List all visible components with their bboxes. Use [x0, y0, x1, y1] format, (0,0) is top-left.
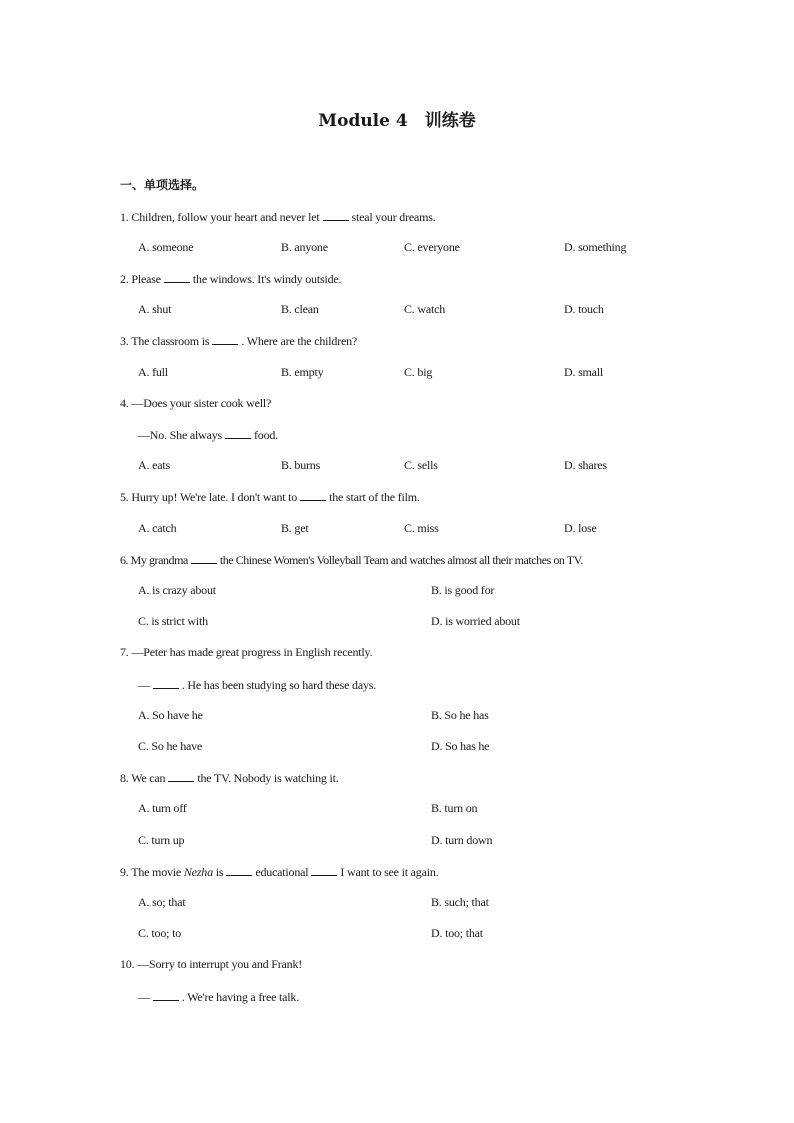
option-a: A. eats: [138, 458, 170, 472]
option-c: C. sells: [404, 458, 438, 472]
option-d: D. something: [564, 240, 627, 254]
option-c: C. watch: [404, 302, 446, 316]
question-3: 3. The classroom is . Where are the children?: [120, 334, 358, 348]
answer-blank: [226, 864, 252, 876]
question-4: 4. —Does your sister cook well?: [120, 396, 272, 410]
question-10: 10. —Sorry to interrupt you and Frank!: [120, 957, 303, 971]
answer-blank: [191, 552, 217, 564]
option-a: A. someone: [138, 240, 194, 254]
option-a: A. catch: [138, 521, 177, 535]
answer-blank: [311, 864, 337, 876]
option-d: D. shares: [564, 458, 607, 472]
question-4-reply: —No. She always food.: [138, 428, 278, 442]
question-9: 9. The movie Nezha is educational I want to see it again.: [120, 865, 439, 879]
option-b: B. get: [281, 521, 309, 535]
question-8: 8. We can the TV. Nobody is watching it.: [120, 771, 339, 785]
answer-blank: [153, 677, 179, 689]
option-a: A. full: [138, 365, 168, 379]
question-2: 2. Please the windows. It's windy outside.: [120, 272, 342, 286]
answer-blank: [153, 989, 179, 1001]
option-b: B. empty: [281, 365, 324, 379]
answer-blank: [164, 271, 190, 283]
option-a: A. So have he: [138, 708, 203, 722]
option-b: B. burns: [281, 458, 321, 472]
question-6: 6. My grandma the Chinese Women's Volleyball Team and watches almost all their matches on TV.: [120, 553, 583, 567]
question-5: 5. Hurry up! We're late. I don't want to the start of the film.: [120, 490, 420, 504]
option-d: D. So has he: [431, 739, 490, 753]
option-b: B. anyone: [281, 240, 328, 254]
option-a: A. turn off: [138, 801, 187, 815]
option-b: B. clean: [281, 302, 319, 316]
option-b: B. is good for: [431, 583, 495, 597]
answer-blank: [225, 427, 251, 439]
option-a: A. is crazy about: [138, 583, 216, 597]
option-d: D. small: [564, 365, 604, 379]
answer-blank: [300, 489, 326, 501]
option-d: D. turn down: [431, 833, 493, 847]
option-c: C. too; to: [138, 926, 182, 940]
option-d: D. touch: [564, 302, 604, 316]
option-d: D. is worried about: [431, 614, 520, 628]
option-a: A. so; that: [138, 895, 186, 909]
option-c: C. everyone: [404, 240, 460, 254]
option-c: C. miss: [404, 521, 439, 535]
option-b: B. such; that: [431, 895, 489, 909]
option-c: C. turn up: [138, 833, 185, 847]
question-7: 7. —Peter has made great progress in English recently.: [120, 645, 373, 659]
answer-blank: [323, 209, 349, 221]
answer-blank: [212, 333, 238, 345]
option-d: D. lose: [564, 521, 597, 535]
option-b: B. So he has: [431, 708, 489, 722]
section-heading: 一、单项选择。: [120, 178, 205, 192]
option-b: B. turn on: [431, 801, 478, 815]
option-c: C. big: [404, 365, 433, 379]
question-7-reply: — . He has been studying so hard these days.: [138, 678, 377, 692]
question-1: 1. Children, follow your heart and never let steal your dreams.: [120, 210, 436, 224]
option-d: D. too; that: [431, 926, 483, 940]
option-c: C. is strict with: [138, 614, 208, 628]
question-10-reply: — . We're having a free talk.: [138, 990, 299, 1004]
page-title: Module 4 训练卷: [318, 111, 476, 131]
option-a: A. shut: [138, 302, 172, 316]
option-c: C. So he have: [138, 739, 203, 753]
answer-blank: [168, 770, 194, 782]
